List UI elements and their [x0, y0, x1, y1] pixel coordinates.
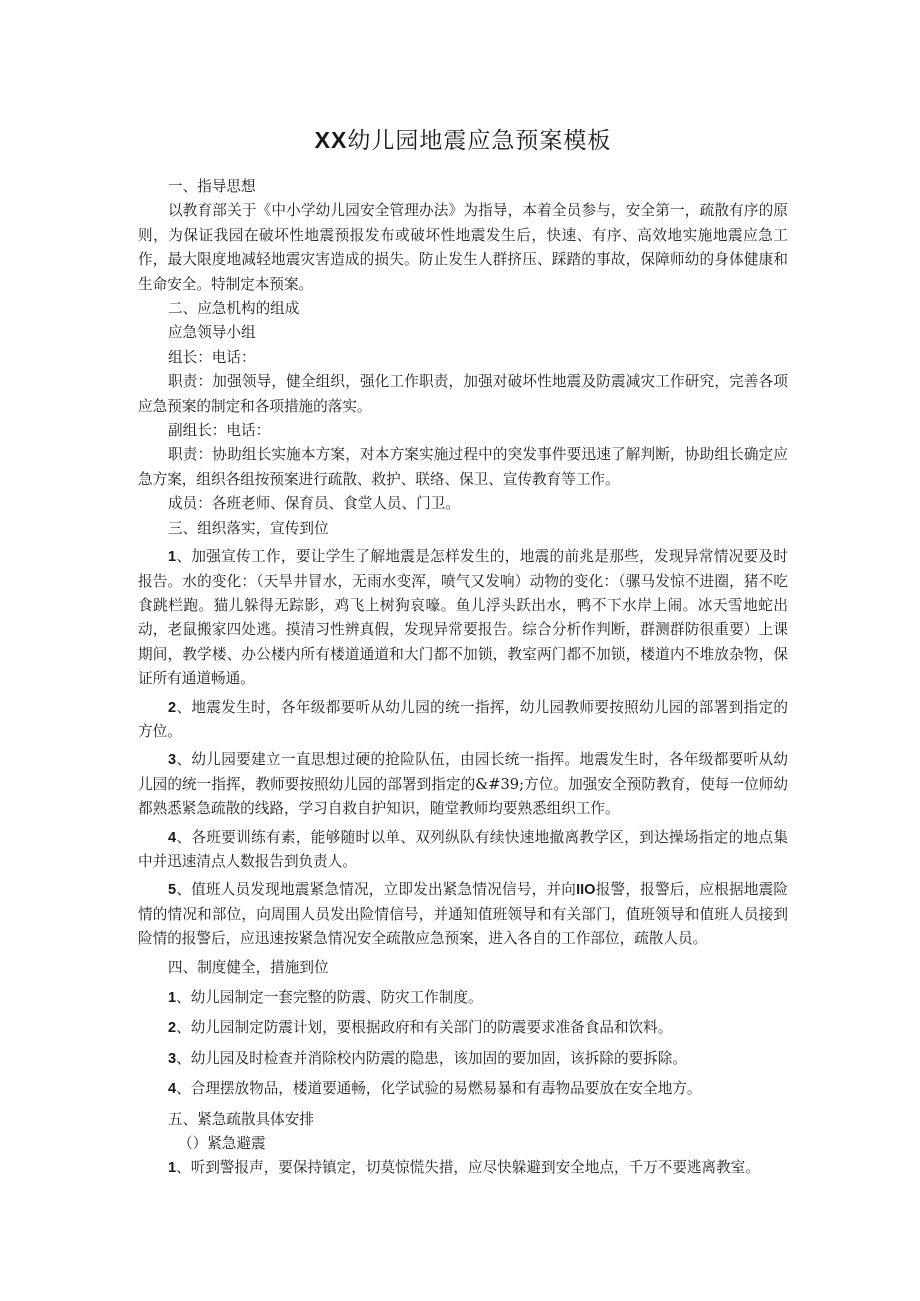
deputy-line: 副组长：电话： — [168, 422, 271, 440]
s3-item-5: 5、值班人员发现地震紧急情况，立即发出紧急情况信号，并向IIO报警，报警后，应根据地震险情的情况和部位，向周围人员发出险情信号，并通知值班领导和有关部门，值班领导和值班人员接到险情的报警后，应迅速按紧急情况安全疏散应急预案，进入各自的工作部位，疏散人员。 — [138, 881, 788, 948]
s3-item-3: 3、幼儿园要建立一直思想过硬的抢险队伍，由园长统一指挥。地震发生时，各年级都要听从幼儿园的统一指挥，教师要按照幼儿园的部署到指定的&#39;方位。加强安全预防教育，使每一位师幼都熟悉紧急疏散的线路，学习自救自护知识，随堂教师均要熟悉组织工作。 — [138, 751, 788, 818]
document-page — [138, 118, 788, 1181]
leader-line: 组长：电话： — [168, 348, 256, 366]
document-title — [138, 118, 788, 163]
deputy-duty: 职责：协助组长实施本方案，对本方案实施过程中的突发事件要迅速了解判断，协助组长确定应急方案，组织各组按预案进行疏散、救护、联络、保卫、宣传教育等工作。 — [138, 446, 788, 488]
members-line: 成员：各班老师、保育员、食堂人员、门卫。 — [168, 495, 460, 513]
title-text: 幼儿园地震应急预案模板 — [347, 128, 612, 154]
title-prefix: XX — [314, 127, 348, 153]
section-4-heading: 四、制度健全，措施到位 — [168, 958, 329, 976]
section-1-body: 以教育部关于《中小学幼儿园安全管理办法》为指导，本着全员参与，安全第一，疏散有序的原则，为保证我园在破坏性地震预报发布或破坏性地震发生后，快速、有序、高效地实施地震应急工作，最大限度地减轻地震灾害造成的损失。防止发生人群挤压、踩踏的事故，保障师幼的身体健康和生命安全。特制定本预案。 — [138, 202, 788, 293]
s5-item-1: 1、听到警报声，要保持镇定，切莫惊慌失措，应尽快躲避到安全地点，千万不要逃离教室。 — [168, 1159, 760, 1177]
s4-item-2: 2、幼儿园制定防震计划，要根据政府和有关部门的防震要求准备食品和饮料。 — [168, 1019, 673, 1037]
leadership-group: 应急领导小组 — [168, 324, 256, 342]
s5-subheading: （）紧急避震 — [178, 1135, 266, 1153]
s3-item-1: 1、加强宣传工作，要让学生了解地震是怎样发生的，地震的前兆是那些，发现异常情况要及时报告。水的变化：（天旱井冒水，无雨水变浑，喷气又发响）动物的变化：（骡马发惊不进圈，猪不吃食跳栏跑。猫儿躲得无踪影，鸡飞上树狗哀嚎。鱼儿浮头跃出水，鸭不下水岸上闹。冰天雪地蛇出动，老鼠搬家四处逃。摸清习性辨真假，发现异常要报告。综合分析作判断，群测群防很重要）上课期间，教学楼、办公楼内所有楼道通道和大门都不加锁，教室两门都不加锁，楼道内不堆放杂物，保证所有通道畅通。 — [138, 548, 788, 688]
s4-item-3: 3、幼儿园及时检查并消除校内防震的隐患，该加固的要加固，该拆除的要拆除。 — [168, 1049, 687, 1067]
section-5-heading: 五、紧急疏散具体安排 — [168, 1110, 314, 1128]
section-2-heading: 二、应急机构的组成 — [168, 300, 300, 318]
leader-duty: 职责：加强领导，健全组织，强化工作职责，加强对破坏性地震及防震减灾工作研究，完善各项应急预案的制定和各项措施的落实。 — [138, 373, 788, 415]
section-1-heading: 一、指导思想 — [168, 178, 256, 195]
s4-item-1: 1、幼儿园制定一套完整的防震、防灾工作制度。 — [168, 989, 483, 1006]
section-3-heading: 三、组织落实，宣传到位 — [168, 519, 329, 537]
s3-item-2: 2、地震发生时，各年级都要听从幼儿园的统一指挥，幼儿园教师要按照幼儿园的部署到指定的方位。 — [138, 698, 788, 740]
s3-item-4: 4、各班要训练有素，能够随时以单、双列纵队有续快速地撤离教学区，到达操场指定的地点集中并迅速清点人数报告到负责人。 — [138, 828, 788, 870]
s4-item-4: 4、合理摆放物品，楼道要通畅，化学试验的易燃易暴和有毒物品要放在安全地方。 — [168, 1080, 702, 1098]
